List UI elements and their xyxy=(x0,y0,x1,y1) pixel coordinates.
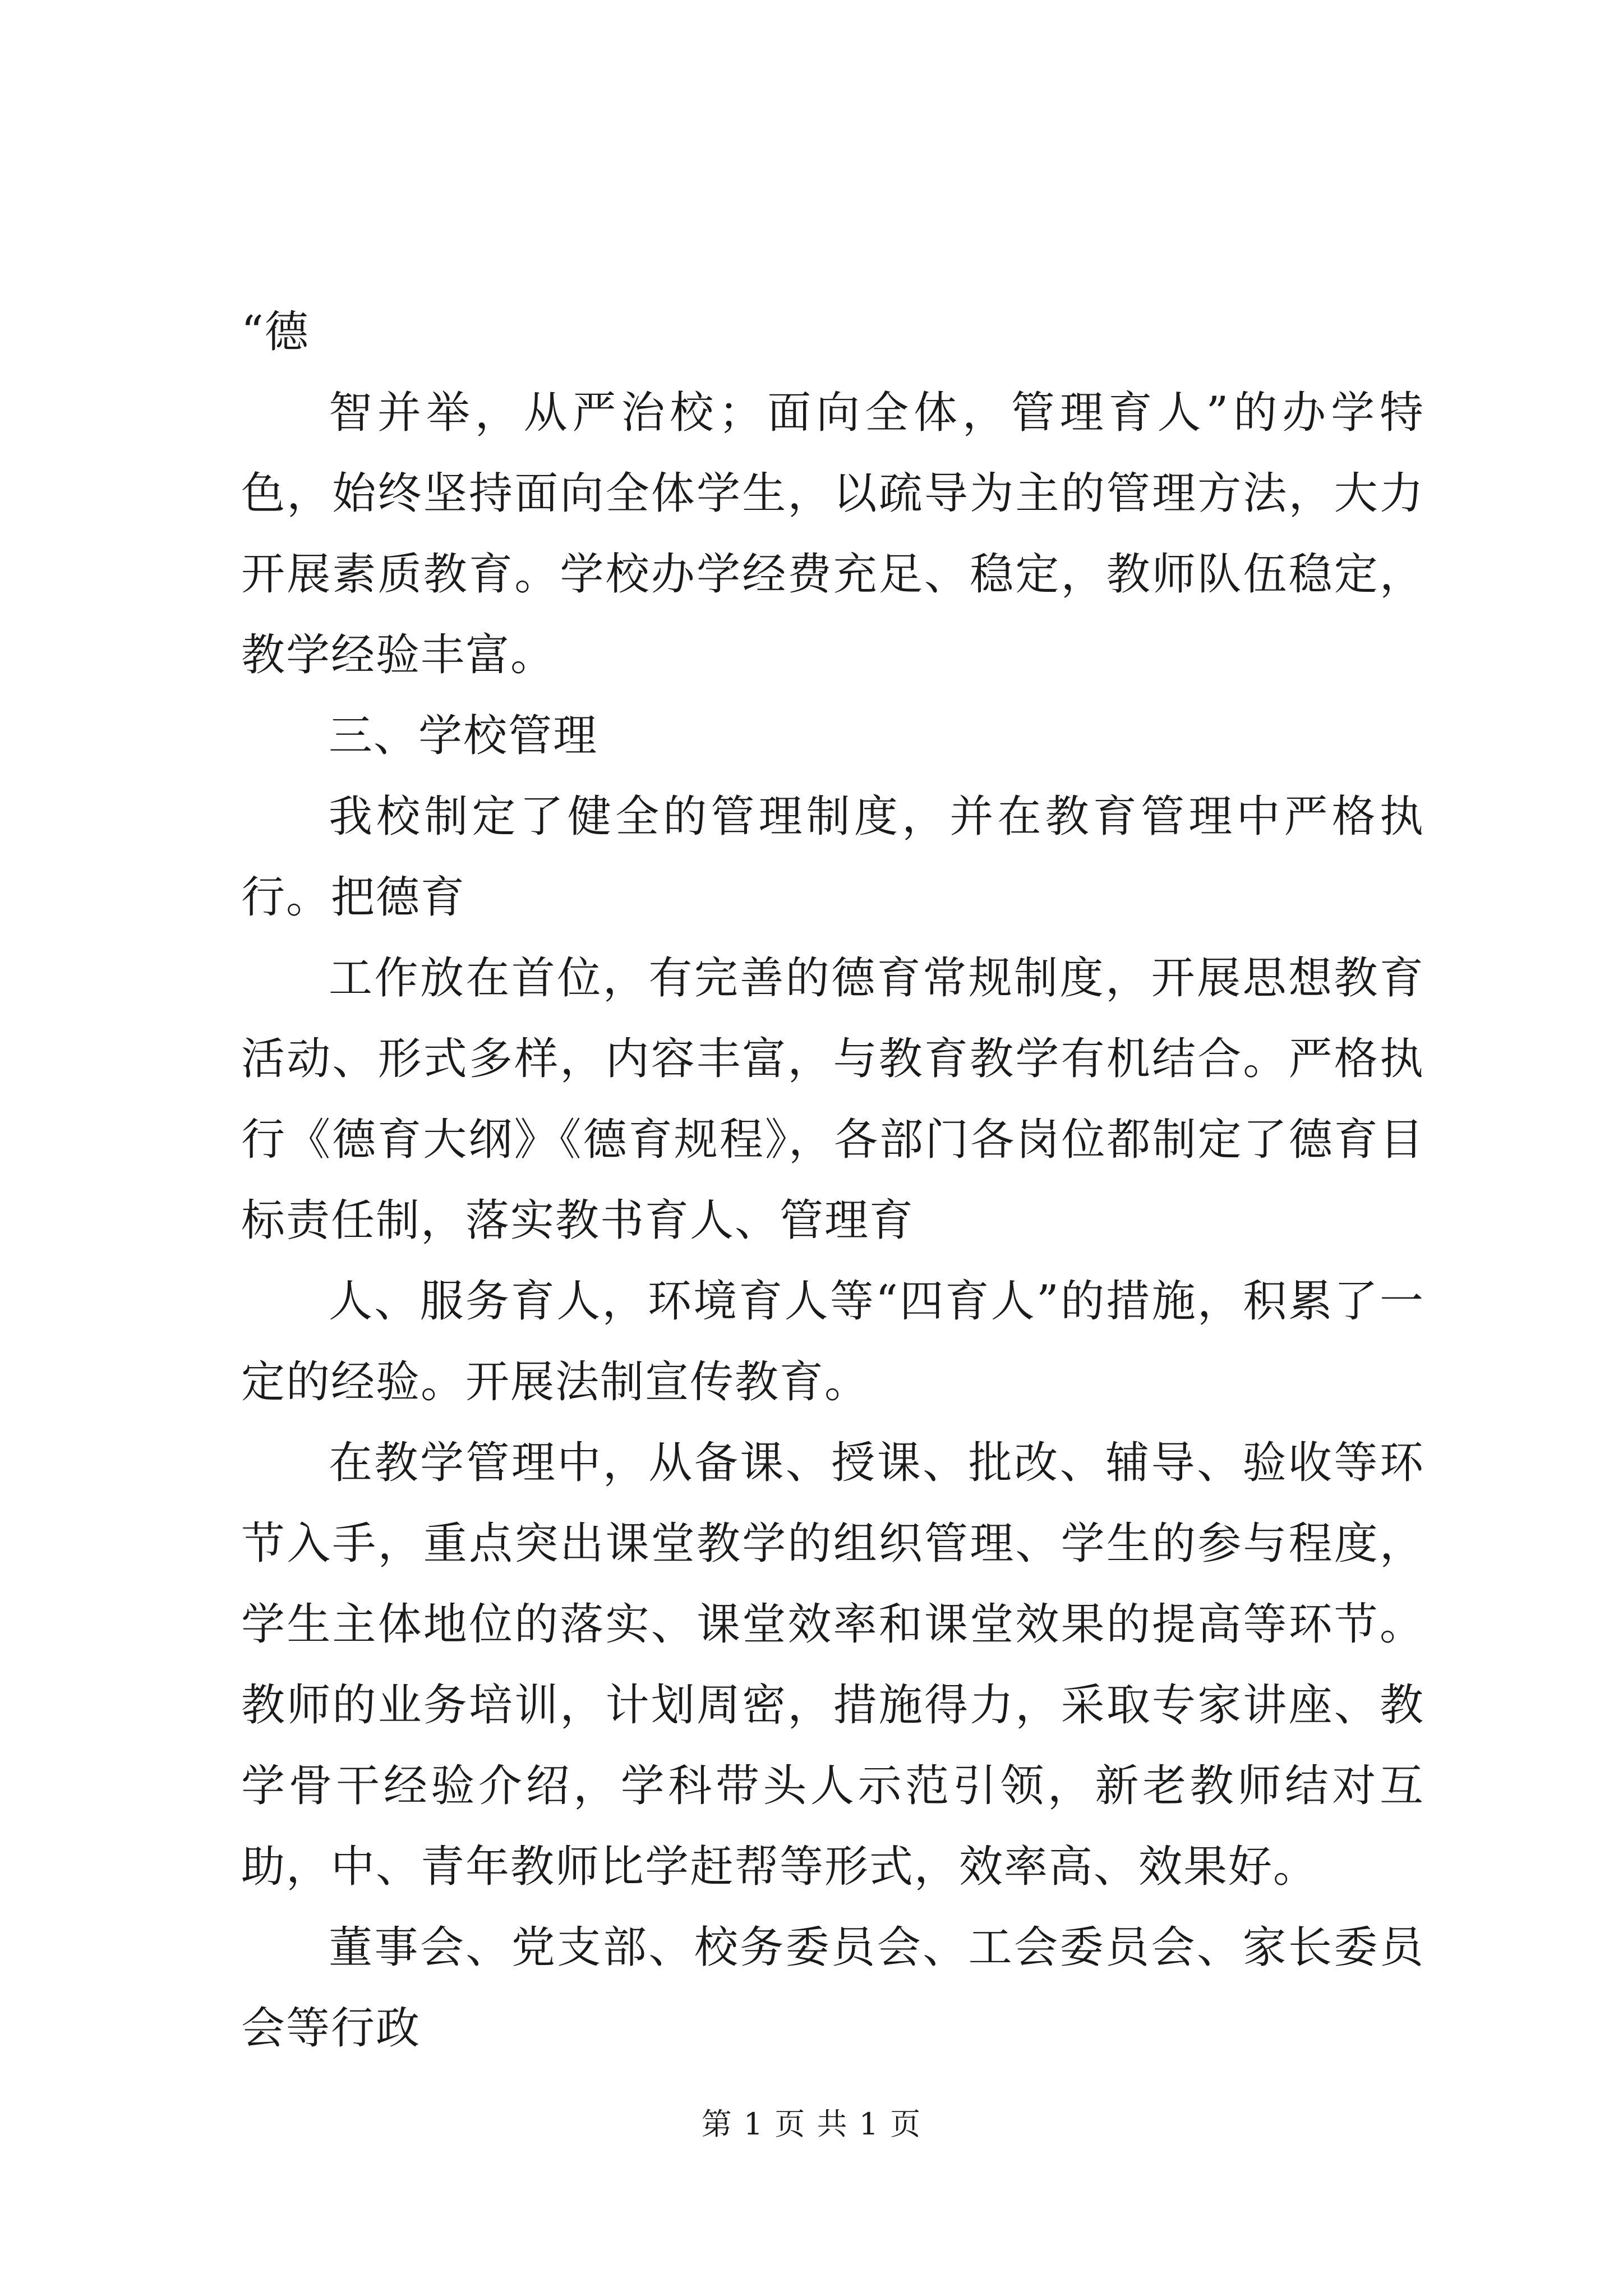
paragraph: “德 xyxy=(241,307,310,357)
page-footer: 第 1 页 共 1 页 xyxy=(701,2106,922,2142)
paragraph: 董事会、党支部、校务委员会、工会委员会、家长委员会等行政 xyxy=(241,1922,1424,2054)
paragraph: 人、服务育人，环境育人等“四育人”的措施，积累了一定的经验。开展法制宣传教育。 xyxy=(241,1276,1424,1407)
paragraph: 工作放在首位，有完善的德育常规制度，开展思想教育活动、形式多样，内容丰富，与教育教学有机结合。严格执行《德育大纲》《德育规程》，各部门各岗位都制定了德育目标责任制，落实教书育人、管理育 xyxy=(241,953,1424,1246)
section-heading: 三、学校管理 xyxy=(329,711,598,761)
paragraph: 智并举，从严治校；面向全体，管理育人”的办学特色，始终坚持面向全体学生，以疏导为主的管理方法，大力开展素质教育。学校办学经费充足、稳定，教师队伍稳定，教学经验丰富。 xyxy=(241,388,1424,680)
paragraph: 在教学管理中，从备课、授课、批改、辅导、验收等环节入手，重点突出课堂教学的组织管理、学生的参与程度，学生主体地位的落实、课堂效率和课堂效果的提高等环节。教师的业务培训，计划周密，措施得力，采取专家讲座、教学骨干经验介绍，学科带头人示范引领，新老教师结对互助，中、青年教师比学赶帮等形式，效率高、效果好。 xyxy=(241,1438,1424,1892)
document-body xyxy=(241,292,1424,2069)
paragraph: 我校制定了健全的管理制度，并在教育管理中严格执行。把德育 xyxy=(241,792,1424,923)
